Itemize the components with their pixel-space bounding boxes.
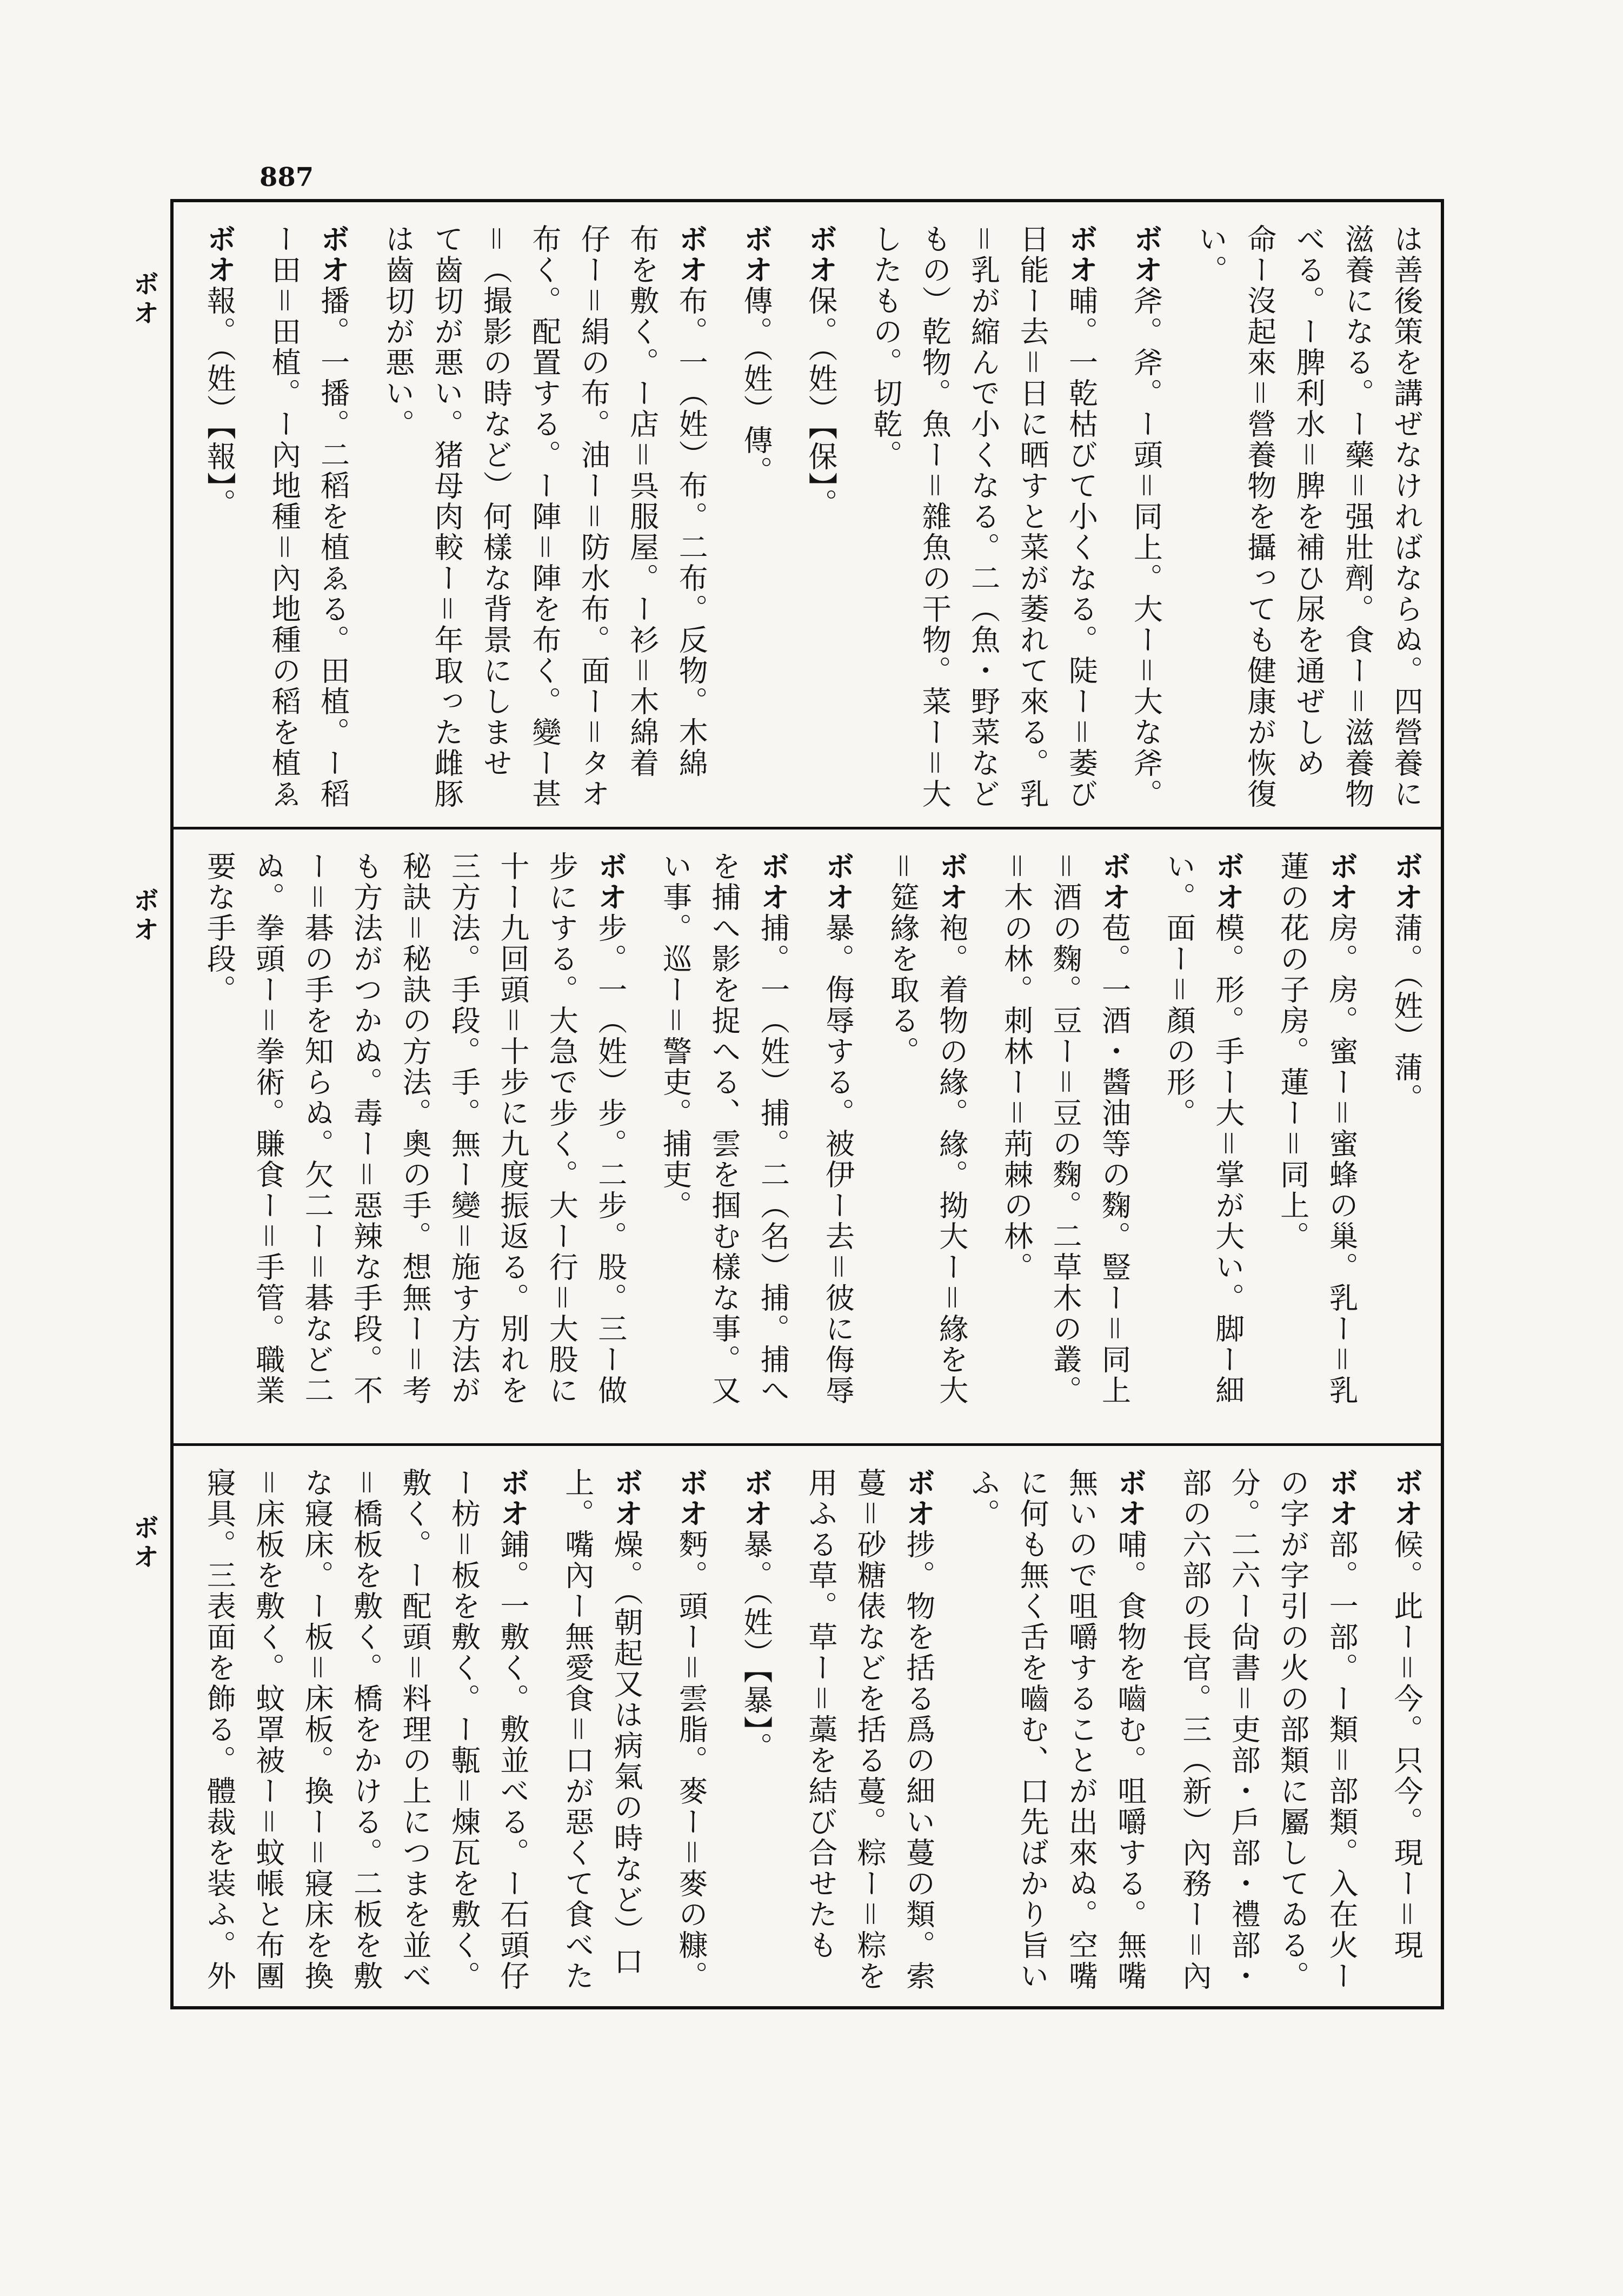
entry-headword: ボオ xyxy=(756,851,790,913)
dictionary-continuation-column xyxy=(440,851,488,1432)
entry-text: 鋪。一敷く。敷並べる。ー石頭仔 xyxy=(495,1529,530,1992)
dictionary-continuation-column xyxy=(959,1468,1008,1995)
entry-gap xyxy=(716,1468,731,1995)
entry-text: 斧。斧。ー頭＝同上。大ー＝大な斧。 xyxy=(1129,286,1163,809)
dictionary-continuation-column xyxy=(244,1468,292,1995)
entry-headword: ボオ xyxy=(674,1468,709,1529)
entry-gap xyxy=(943,1468,959,1995)
dictionary-entry-column xyxy=(309,224,357,816)
entry-headword: ボオ xyxy=(609,1468,644,1529)
entry-text: 暴。侮辱する。被伊ー去＝彼に侮辱 xyxy=(821,913,855,1406)
entry-text: べる。ー脾利水＝脾を補ひ尿を通ぜしめ xyxy=(1292,224,1326,779)
entry-text: 日能ー去＝日に晒すと菜が萎れて來る。乳 xyxy=(1015,224,1050,809)
entry-text: い。面ー＝顏の形。 xyxy=(1162,851,1196,1129)
dictionary-entry-column xyxy=(894,1468,943,1995)
entry-text: ー枋＝板を敷く。ー甎＝煉瓦を敷く。 xyxy=(447,1468,481,1992)
entry-text: ＝木の林。刺林ー＝荊棘の林。 xyxy=(999,851,1034,1283)
page-number: 887 xyxy=(260,162,314,193)
entry-text: 仔ー＝絹の布。油ー＝防水布。面ー＝タオ xyxy=(576,224,611,809)
entry-gap xyxy=(797,851,813,1432)
entry-headword: ボオ xyxy=(901,1468,936,1529)
dictionary-continuation-column xyxy=(374,224,422,816)
entry-text: 捕。一（姓）捕。二（名）捕。捕へ xyxy=(756,913,790,1406)
dictionary-continuation-column xyxy=(618,224,667,816)
entry-text: 布。一（姓）布。二布。反物。木綿 xyxy=(674,286,709,779)
dictionary-entry-column xyxy=(1318,1468,1366,1995)
entry-gap xyxy=(1155,1468,1170,1995)
dictionary-continuation-column xyxy=(195,851,244,1432)
dictionary-continuation-column xyxy=(1187,224,1235,816)
entry-text: を捕へ影を捉へる、雲を掴む樣な事。又 xyxy=(707,851,742,1406)
entry-text: 部。一部。ー類＝部類。入在火ー xyxy=(1325,1529,1359,1992)
entry-text: ＝床板を敷く。蚊罩被ー＝蚊帳と布團 xyxy=(251,1468,285,1992)
entry-headword: ボオ xyxy=(1064,224,1099,286)
dictionary-continuation-column xyxy=(342,1468,390,1995)
entry-text: ＝乳が縮んで小くなる。二（魚・野菜など xyxy=(966,224,1001,809)
entry-text: ＝酒の麴。豆ー＝豆の麴。二草木の叢。 xyxy=(1048,851,1083,1406)
entry-headword: ボオ xyxy=(1389,851,1424,913)
entry-text: て齒切が悪い。猪母肉較ー＝年取った雌豚 xyxy=(429,224,464,809)
dictionary-continuation-column xyxy=(342,851,390,1432)
entry-headword: ボオ xyxy=(316,224,350,286)
dictionary-continuation-column xyxy=(1057,1468,1106,1995)
entry-text: 蒲。（姓）蒲。 xyxy=(1389,913,1424,1114)
dictionary-entry-column xyxy=(602,1468,651,1995)
entry-gap xyxy=(635,851,651,1432)
dictionary-entry-column xyxy=(1203,851,1252,1432)
entry-text: 三方法。手段。手。無ー變＝施す方法が xyxy=(447,851,481,1406)
entry-text: 傳。（姓）傳。 xyxy=(739,286,773,487)
entry-headword: ボオ xyxy=(1325,851,1359,913)
entry-headword: ボオ xyxy=(739,1468,773,1529)
dictionary-continuation-column xyxy=(700,851,749,1432)
entry-text: 燥。（朝起又は病氣の時など）口 xyxy=(609,1529,644,1977)
dictionary-continuation-column xyxy=(1041,851,1090,1432)
dictionary-entry-column xyxy=(732,224,781,816)
entry-headword: ボオ xyxy=(593,851,628,913)
entry-text: 十ー九回頭＝十步に九度振返る。別れを xyxy=(495,851,530,1406)
dictionary-continuation-column xyxy=(1285,224,1333,816)
entry-text: 模。形。手ー大＝掌が大い。脚ー細 xyxy=(1210,913,1245,1406)
entry-headword: ボオ xyxy=(934,851,969,913)
dictionary-continuation-column xyxy=(1008,224,1057,816)
entry-text: もの）乾物。魚ー＝雜魚の干物。菜ー＝大 xyxy=(917,224,952,809)
entry-headword: ボオ xyxy=(674,224,709,286)
side-section-label: ボオ xyxy=(129,270,159,329)
dictionary-continuation-column xyxy=(1382,224,1431,816)
entry-headword: ボオ xyxy=(739,224,773,286)
entry-text: 蓮の花の子房。蓮ー＝同上。 xyxy=(1275,851,1310,1252)
entry-text: に何も無く舌を嚙む、口先ばかり旨い xyxy=(1015,1468,1050,1992)
dictionary-continuation-column xyxy=(1220,1468,1268,1995)
dictionary-entry-column xyxy=(1106,1468,1155,1995)
entry-text: 步にする。大急で步く。大ー行＝大股に xyxy=(544,851,579,1406)
dictionary-continuation-column xyxy=(1155,851,1203,1432)
entry-text: 命ー沒起來＝營養物を攝っても健康が恢復 xyxy=(1242,224,1277,809)
entry-text: 苞。一酒・醬油等の麴。豎ー＝同上 xyxy=(1097,913,1132,1406)
entry-text: 暴。（姓）【暴】。 xyxy=(739,1529,773,1763)
dictionary-entry-column xyxy=(814,851,862,1432)
entry-gap xyxy=(1253,851,1268,1432)
dictionary-continuation-column xyxy=(260,224,309,816)
entry-gap xyxy=(651,1468,667,1995)
entry-text: 敷く。ー配頭＝料理の上につまを並べ xyxy=(398,1468,433,1992)
dictionary-continuation-column xyxy=(651,851,700,1432)
dictionary-continuation-column xyxy=(1235,224,1284,816)
entry-text: 布く。配置する。ー陣＝陣を布く。變ー甚 xyxy=(527,224,562,809)
entry-headword: ボオ xyxy=(1389,1468,1424,1529)
entry-text: ぬ。拳頭ー＝拳術。賺食ー＝手管。職業 xyxy=(251,851,285,1406)
dictionary-continuation-column xyxy=(520,224,569,816)
entry-text: したもの。切乾。 xyxy=(868,224,903,470)
dictionary-continuation-column xyxy=(1333,224,1382,816)
entry-headword: ボオ xyxy=(202,224,237,286)
entry-text: 用ふる草。草ー＝藁を結び合せたも xyxy=(803,1468,838,1961)
entry-text: 無いので咀嚼することが出來ぬ。空嘴 xyxy=(1064,1468,1099,1992)
entry-text: 袍。着物の緣。緣。拗大ー＝緣を大 xyxy=(934,913,969,1406)
entry-text: 播。一播。二稻を植ゑる。田植。ー稻 xyxy=(316,286,350,809)
dictionary-continuation-column xyxy=(910,224,959,816)
dictionary-continuation-column xyxy=(391,851,440,1432)
dictionary-entry-column xyxy=(1382,851,1431,1432)
entry-gap xyxy=(1106,224,1122,816)
entry-headword: ボオ xyxy=(1113,1468,1147,1529)
dictionary-band-middle xyxy=(174,830,1441,1446)
dictionary-continuation-column xyxy=(796,1468,845,1995)
entry-gap xyxy=(781,224,796,816)
dictionary-entry-column xyxy=(1318,851,1366,1432)
dictionary-continuation-column xyxy=(440,1468,488,1995)
entry-headword: ボオ xyxy=(1210,851,1245,913)
dictionary-band-top xyxy=(174,202,1441,830)
dictionary-continuation-column xyxy=(244,851,292,1432)
entry-gap xyxy=(846,224,861,816)
dictionary-entry-column xyxy=(749,851,797,1432)
dictionary-continuation-column xyxy=(488,851,537,1432)
side-section-label: ボオ xyxy=(129,887,159,945)
entry-gap xyxy=(358,224,374,816)
dictionary-entry-column xyxy=(1382,1468,1431,1995)
dictionary-entry-column xyxy=(586,851,635,1432)
dictionary-continuation-column xyxy=(992,851,1041,1432)
dictionary-entry-column xyxy=(1057,224,1106,816)
side-section-label: ボオ xyxy=(129,1514,159,1572)
dictionary-continuation-column xyxy=(1268,851,1317,1432)
entry-text: 候。此ー＝今。只今。現ー＝現 xyxy=(1389,1529,1424,1961)
band-columns xyxy=(195,851,1431,1432)
entry-text: 步。一（姓）步。二步。股。三ー做 xyxy=(593,913,628,1406)
dictionary-entry-column xyxy=(195,224,244,816)
band-columns xyxy=(195,1468,1431,1995)
entry-text: 保。（姓）【保】。 xyxy=(803,286,838,519)
dictionary-continuation-column xyxy=(471,224,520,816)
entry-headword: ボオ xyxy=(821,851,855,913)
dictionary-entry-column xyxy=(488,1468,537,1995)
entry-text: い。 xyxy=(1194,224,1228,286)
dictionary-continuation-column xyxy=(1008,1468,1057,1995)
dictionary-continuation-column xyxy=(1268,1468,1317,1995)
entry-text: は齒切が悪い。 xyxy=(381,224,415,440)
dictionary-entry-column xyxy=(732,1468,781,1995)
dictionary-continuation-column xyxy=(537,851,586,1432)
entry-text: は善後策を講ぜなければならぬ。四營養に xyxy=(1389,224,1424,809)
dictionary-continuation-column xyxy=(293,851,342,1432)
entry-text: 房。房。蜜ー＝蜜蜂の巢。乳ー＝乳 xyxy=(1325,913,1359,1406)
dictionary-band-bottom xyxy=(174,1446,1441,2006)
entry-gap xyxy=(1366,1468,1382,1995)
entry-text: ＝筵緣を取る。 xyxy=(886,851,920,1067)
entry-text: ふ。 xyxy=(966,1468,1001,1529)
entry-gap xyxy=(537,1468,553,1995)
entry-text: も方法がつかぬ。毒ー＝惡辣な手段。不 xyxy=(349,851,383,1406)
entry-gap xyxy=(862,851,878,1432)
entry-gap xyxy=(1139,851,1154,1432)
dictionary-entry-column xyxy=(1090,851,1139,1432)
entry-text: ー田＝田植。ー內地種＝內地種の稻を植ゑ xyxy=(267,224,302,809)
dictionary-frame xyxy=(170,199,1444,2009)
entry-text: 晡。一乾枯びて小くなる。陡ー＝萎び xyxy=(1064,286,1099,809)
entry-text: 分。二六ー尙書＝吏部・戶部・禮部・ xyxy=(1227,1468,1261,1992)
band-columns xyxy=(195,224,1431,816)
entry-text: ー＝碁の手を知らぬ。欠二ー＝碁など二 xyxy=(300,851,335,1406)
entry-text: 蔓＝砂糖俵などを括る蔓。粽ー＝粽を xyxy=(853,1468,887,1992)
dictionary-continuation-column xyxy=(423,224,471,816)
entry-text: 寢具。三表面を飾る。體裁を装ふ。外 xyxy=(202,1468,237,1992)
entry-text: 秘訣＝秘訣の方法。奧の手。想無ー＝考 xyxy=(398,851,433,1406)
entry-text: 報。（姓）【報】。 xyxy=(202,286,237,519)
entry-headword: ボオ xyxy=(1325,1468,1359,1529)
entry-text: ＝（撮影の時など）何樣な背景にしませ xyxy=(478,224,513,779)
dictionary-continuation-column xyxy=(293,1468,342,1995)
dictionary-continuation-column xyxy=(879,851,927,1432)
entry-headword: ボオ xyxy=(495,1468,530,1529)
entry-headword: ボオ xyxy=(1129,224,1163,286)
entry-gap xyxy=(1170,224,1186,816)
dictionary-continuation-column xyxy=(553,1468,602,1995)
entry-text: 捗。物を括る爲の細い蔓の類。索 xyxy=(901,1529,936,1992)
entry-text: 麪。頭ー＝雲脂。麥ー＝麥の糠。 xyxy=(674,1529,709,1992)
entry-gap xyxy=(716,224,731,816)
entry-text: な寢床。ー板＝床板。換ー＝寢床を換 xyxy=(300,1468,335,1992)
entry-text: 上。嘴內ー無愛食＝口が惡くて食べた xyxy=(560,1468,595,1992)
entry-text: 要な手段。 xyxy=(202,851,237,1005)
dictionary-continuation-column xyxy=(1170,1468,1219,1995)
entry-text: 布を敷く。ー店＝呉服屋。ー衫＝木綿着 xyxy=(625,224,660,779)
dictionary-entry-column xyxy=(667,224,716,816)
dictionary-entry-column xyxy=(1122,224,1170,816)
dictionary-continuation-column xyxy=(846,1468,894,1995)
dictionary-entry-column xyxy=(796,224,845,816)
entry-headword: ボオ xyxy=(803,224,838,286)
entry-text: い事。巡ー＝警吏。捕吏。 xyxy=(658,851,693,1221)
dictionary-entry-column xyxy=(927,851,976,1432)
dictionary-continuation-column xyxy=(861,224,910,816)
entry-text: 哺。食物を嚙む。咀嚼する。無嘴 xyxy=(1113,1529,1147,1992)
dictionary-continuation-column xyxy=(195,1468,244,1995)
dictionary-continuation-column xyxy=(569,224,618,816)
dictionary-continuation-column xyxy=(959,224,1008,816)
entry-gap xyxy=(976,851,992,1432)
entry-text: 滋養になる。ー藥＝强壯劑。食ー＝滋養物 xyxy=(1340,224,1375,809)
entry-gap xyxy=(1366,851,1382,1432)
entry-gap xyxy=(244,224,260,816)
entry-gap xyxy=(781,1468,796,1995)
dictionary-entry-column xyxy=(667,1468,716,1995)
entry-text: ＝橋板を敷く。橋をかける。二板を敷 xyxy=(349,1468,383,1992)
dictionary-continuation-column xyxy=(391,1468,440,1995)
entry-text: の字が字引の火の部類に屬してゐる。 xyxy=(1275,1468,1310,1992)
entry-text: 部の六部の長官。三（新）內務ー＝內 xyxy=(1178,1468,1212,1992)
entry-headword: ボオ xyxy=(1097,851,1132,913)
